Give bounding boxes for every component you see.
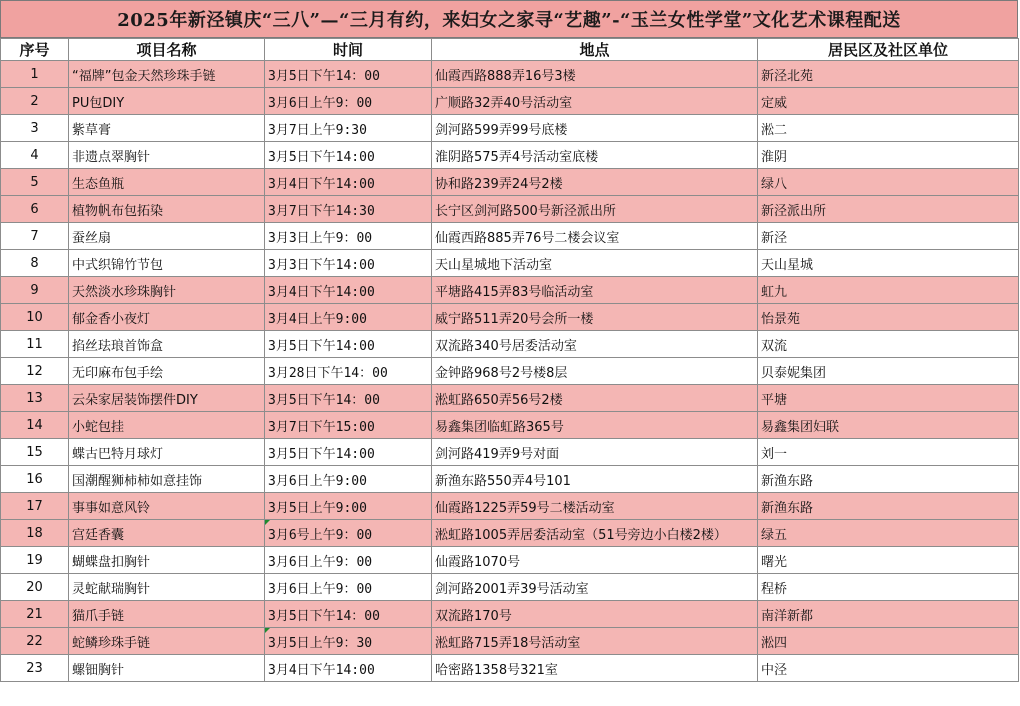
- cell-community-unit[interactable]: 新泾: [758, 223, 1019, 250]
- cell-project-name[interactable]: 事事如意风铃: [69, 493, 265, 520]
- header-cell-place[interactable]: 地点: [432, 39, 758, 61]
- cell-time[interactable]: 3月4日上午9:00: [265, 304, 432, 331]
- table-row: [1, 142, 1019, 169]
- cell-project-name[interactable]: 蚕丝扇: [69, 223, 265, 250]
- cell-location[interactable]: 淮阴路575弄4号活动室底楼: [432, 142, 758, 169]
- cell-location[interactable]: 金钟路968号2号楼8层: [432, 358, 758, 385]
- cell-community-unit[interactable]: 易鑫集团妇联: [758, 412, 1019, 439]
- cell-number[interactable]: 20: [1, 574, 69, 601]
- cell-location[interactable]: 广顺路32弄40号活动室: [432, 88, 758, 115]
- cell-number[interactable]: 22: [1, 628, 69, 655]
- cell-time[interactable]: 3月5日下午14：00: [265, 61, 432, 88]
- header-cell-no[interactable]: 序号: [1, 39, 69, 61]
- table-row: [1, 88, 1019, 115]
- cell-time[interactable]: 3月5日下午14:00: [265, 439, 432, 466]
- cell-location[interactable]: 新渔东路550弄4号101: [432, 466, 758, 493]
- cell-number[interactable]: 11: [1, 331, 69, 358]
- cell-community-unit[interactable]: 刘一: [758, 439, 1019, 466]
- cell-number[interactable]: 7: [1, 223, 69, 250]
- table-row: [1, 655, 1019, 682]
- cell-location[interactable]: 剑河路419弄9号对面: [432, 439, 758, 466]
- cell-location[interactable]: 淞虹路1005弄居委活动室（51号旁边小白楼2楼）: [432, 520, 758, 547]
- table-row: [1, 277, 1019, 304]
- cell-number[interactable]: 3: [1, 115, 69, 142]
- cell-time[interactable]: 3月5日下午14：00: [265, 601, 432, 628]
- cell-time[interactable]: 3月7日下午14:30: [265, 196, 432, 223]
- table-row: [1, 493, 1019, 520]
- cell-project-name[interactable]: 国潮醒狮柿柿如意挂饰: [69, 466, 265, 493]
- cell-community-unit[interactable]: 绿八: [758, 169, 1019, 196]
- cell-community-unit[interactable]: 怡景苑: [758, 304, 1019, 331]
- cell-project-name[interactable]: 天然淡水珍珠胸针: [69, 277, 265, 304]
- cell-project-name[interactable]: 植物帆布包拓染: [69, 196, 265, 223]
- table-row: [1, 520, 1019, 547]
- cell-community-unit[interactable]: 天山星城: [758, 250, 1019, 277]
- cell-marker-icon: [265, 520, 270, 525]
- cell-project-name[interactable]: 螺钿胸针: [69, 655, 265, 682]
- cell-time[interactable]: 3月4日下午14:00: [265, 277, 432, 304]
- cell-number[interactable]: 15: [1, 439, 69, 466]
- table-row: [1, 331, 1019, 358]
- cell-time[interactable]: 3月28日下午14：00: [265, 358, 432, 385]
- cell-location[interactable]: 协和路239弄24号2楼: [432, 169, 758, 196]
- cell-time[interactable]: 3月7日上午9:30: [265, 115, 432, 142]
- table-row: [1, 601, 1019, 628]
- cell-time[interactable]: 3月5日下午14:00: [265, 142, 432, 169]
- cell-project-name[interactable]: 蛇鳞珍珠手链: [69, 628, 265, 655]
- cell-time[interactable]: 3月4日下午14:00: [265, 655, 432, 682]
- cell-project-name[interactable]: “福牌”包金天然珍珠手链: [69, 61, 265, 88]
- cell-number[interactable]: 14: [1, 412, 69, 439]
- cell-location[interactable]: 仙霞西路885弄76号二楼会议室: [432, 223, 758, 250]
- cell-project-name[interactable]: 非遗点翠胸针: [69, 142, 265, 169]
- cell-number[interactable]: 12: [1, 358, 69, 385]
- header-cell-unit[interactable]: 居民区及社区单位: [758, 39, 1019, 61]
- cell-number[interactable]: 5: [1, 169, 69, 196]
- cell-location[interactable]: 威宁路511弄20号会所一楼: [432, 304, 758, 331]
- table-row: [1, 169, 1019, 196]
- table-row: [1, 358, 1019, 385]
- cell-location[interactable]: 剑河路599弄99号底楼: [432, 115, 758, 142]
- cell-time[interactable]: 3月7日下午15:00: [265, 412, 432, 439]
- cell-community-unit[interactable]: 绿五: [758, 520, 1019, 547]
- cell-location[interactable]: 仙霞西路888弄16号3楼: [432, 61, 758, 88]
- cell-project-name[interactable]: 小蛇包挂: [69, 412, 265, 439]
- cell-number[interactable]: 21: [1, 601, 69, 628]
- cell-time[interactable]: 3月6日上午9：00: [265, 574, 432, 601]
- cell-time[interactable]: 3月5日上午9：30: [265, 628, 432, 655]
- cell-time[interactable]: 3月6日上午9：00: [265, 547, 432, 574]
- cell-community-unit[interactable]: 新渔东路: [758, 466, 1019, 493]
- cell-project-name[interactable]: 蝶古巴特月球灯: [69, 439, 265, 466]
- table-row: [1, 250, 1019, 277]
- cell-project-name[interactable]: 掐丝珐琅首饰盒: [69, 331, 265, 358]
- cell-project-name[interactable]: 生态鱼瓶: [69, 169, 265, 196]
- header-row: [1, 39, 1019, 61]
- cell-number[interactable]: 23: [1, 655, 69, 682]
- cell-number[interactable]: 17: [1, 493, 69, 520]
- cell-location[interactable]: 天山星城地下活动室: [432, 250, 758, 277]
- cell-community-unit[interactable]: 新渔东路: [758, 493, 1019, 520]
- cell-location[interactable]: 淞虹路650弄56号2楼: [432, 385, 758, 412]
- cell-location[interactable]: 哈密路1358号321室: [432, 655, 758, 682]
- table-row: [1, 223, 1019, 250]
- table-row: [1, 412, 1019, 439]
- cell-community-unit[interactable]: 中泾: [758, 655, 1019, 682]
- cell-location[interactable]: 淞虹路715弄18号活动室: [432, 628, 758, 655]
- schedule-table: [0, 38, 1019, 682]
- table-row: [1, 61, 1019, 88]
- cell-number[interactable]: 18: [1, 520, 69, 547]
- cell-time[interactable]: 3月5日下午14：00: [265, 385, 432, 412]
- cell-project-name[interactable]: 蝴蝶盘扣胸针: [69, 547, 265, 574]
- cell-community-unit[interactable]: 淮阴: [758, 142, 1019, 169]
- cell-community-unit[interactable]: 曙光: [758, 547, 1019, 574]
- cell-community-unit[interactable]: 新泾派出所: [758, 196, 1019, 223]
- header-cell-time[interactable]: 时间: [265, 39, 432, 61]
- table-row: [1, 439, 1019, 466]
- cell-marker-icon: [265, 628, 270, 633]
- cell-project-name[interactable]: 猫爪手链: [69, 601, 265, 628]
- cell-community-unit[interactable]: 虹九: [758, 277, 1019, 304]
- cell-number[interactable]: 1: [1, 61, 69, 88]
- cell-time[interactable]: 3月6日上午9：00: [265, 88, 432, 115]
- cell-project-name[interactable]: 中式织锦竹节包: [69, 250, 265, 277]
- cell-number[interactable]: 4: [1, 142, 69, 169]
- cell-project-name[interactable]: 紫草膏: [69, 115, 265, 142]
- cell-time[interactable]: 3月5日下午14:00: [265, 331, 432, 358]
- cell-location[interactable]: 仙霞路1225弄59号二楼活动室: [432, 493, 758, 520]
- cell-number[interactable]: 16: [1, 466, 69, 493]
- cell-community-unit[interactable]: 南洋新都: [758, 601, 1019, 628]
- table-row: [1, 466, 1019, 493]
- cell-location[interactable]: 双流路170号: [432, 601, 758, 628]
- table-row: [1, 115, 1019, 142]
- cell-number[interactable]: 2: [1, 88, 69, 115]
- table-row: [1, 574, 1019, 601]
- cell-community-unit[interactable]: 淞四: [758, 628, 1019, 655]
- cell-location[interactable]: 易鑫集团临虹路365号: [432, 412, 758, 439]
- table-row: [1, 196, 1019, 223]
- cell-time[interactable]: 3月6日上午9:00: [265, 466, 432, 493]
- table-row: [1, 628, 1019, 655]
- cell-location[interactable]: 平塘路415弄83号临活动室: [432, 277, 758, 304]
- cell-number[interactable]: 6: [1, 196, 69, 223]
- table-row: [1, 547, 1019, 574]
- cell-community-unit[interactable]: 双流: [758, 331, 1019, 358]
- cell-number[interactable]: 13: [1, 385, 69, 412]
- cell-community-unit[interactable]: 平塘: [758, 385, 1019, 412]
- cell-community-unit[interactable]: 淞二: [758, 115, 1019, 142]
- cell-time[interactable]: 3月6号上午9：00: [265, 520, 432, 547]
- cell-community-unit[interactable]: 定威: [758, 88, 1019, 115]
- cell-location[interactable]: 仙霞路1070号: [432, 547, 758, 574]
- cell-time[interactable]: 3月3日下午14:00: [265, 250, 432, 277]
- cell-location[interactable]: 剑河路2001弄39号活动室: [432, 574, 758, 601]
- cell-project-name[interactable]: 无印麻布包手绘: [69, 358, 265, 385]
- cell-community-unit[interactable]: 贝泰妮集团: [758, 358, 1019, 385]
- table-row: [1, 304, 1019, 331]
- cell-project-name[interactable]: 云朵家居装饰摆件DIY: [69, 385, 265, 412]
- cell-project-name[interactable]: 宫廷香囊: [69, 520, 265, 547]
- cell-number[interactable]: 10: [1, 304, 69, 331]
- cell-location[interactable]: 双流路340号居委活动室: [432, 331, 758, 358]
- cell-number[interactable]: 8: [1, 250, 69, 277]
- cell-project-name[interactable]: PU包DIY: [69, 88, 265, 115]
- cell-number[interactable]: 9: [1, 277, 69, 304]
- header-cell-name[interactable]: 项目名称: [69, 39, 265, 61]
- cell-number[interactable]: 19: [1, 547, 69, 574]
- cell-time[interactable]: 3月4日下午14:00: [265, 169, 432, 196]
- sheet-title[interactable]: 2025年新泾镇庆“三八”—“三月有约，来妇女之家寻“艺趣”-“玉兰女性学堂”文化艺术课程配送: [0, 0, 1018, 38]
- cell-time[interactable]: 3月5日上午9:00: [265, 493, 432, 520]
- table-row: [1, 385, 1019, 412]
- cell-community-unit[interactable]: 新泾北苑: [758, 61, 1019, 88]
- cell-community-unit[interactable]: 程桥: [758, 574, 1019, 601]
- cell-location[interactable]: 长宁区剑河路500号新泾派出所: [432, 196, 758, 223]
- cell-project-name[interactable]: 灵蛇献瑞胸针: [69, 574, 265, 601]
- cell-time[interactable]: 3月3日上午9：00: [265, 223, 432, 250]
- cell-project-name[interactable]: 郁金香小夜灯: [69, 304, 265, 331]
